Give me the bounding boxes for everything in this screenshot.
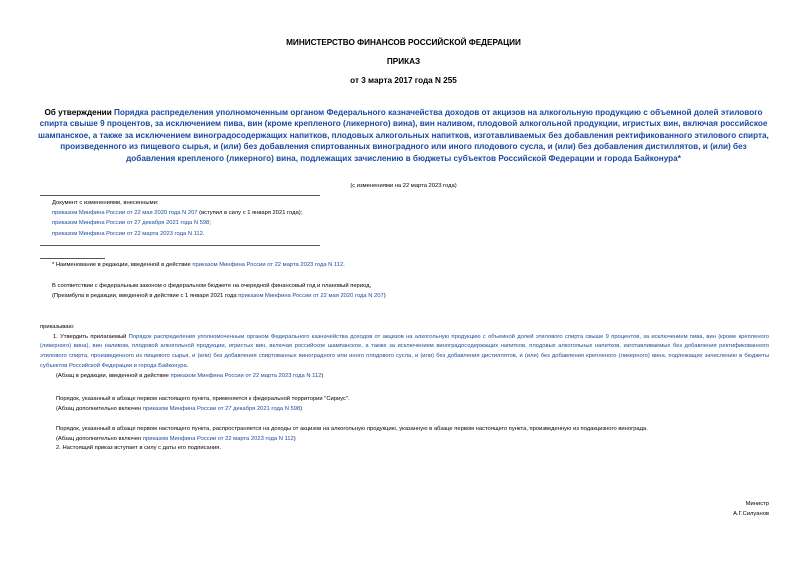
document-title [36, 107, 771, 164]
order-note-2: (Абзац дополнительно включен приказом Минфина России от 27 декабря 2021 года N 598) [56, 405, 303, 412]
order-note-3-link[interactable]: приказом Минфина России от 22 марта 2023 года N 112 [142, 435, 294, 442]
amendments-block [52, 198, 302, 239]
amendments-intro: Документ с изменениями, внесенными: [52, 200, 159, 206]
footnote-divider [40, 258, 105, 259]
footnote-link[interactable]: приказом Минфина России от 22 марта 2023 года N 112 [192, 262, 344, 268]
divider-bottom [40, 245, 320, 246]
order-procedure-link[interactable]: Порядок распределения уполномоченным органом Федерального казначейства доходов от акцизов на алкогольную продукцию с объемной долей этилового спирта свыше 9 процентов, за исключением пива, вин (кроме крепленого (ликерного) вина), вин наливом, плодовой алкогольной продукции, игристых вин, включая российское шампанское, а также за исключением виноградосодержащих напитков, плодовых алкогольных напитков, изготавливаемых без добавления ректификованного этилового спирта, произведенного из пищевого сырья, и (или) без добавления спиртованных виноградного или иного плодового сусла, и (или) без добавления дистиллятов, и (или) без добавления крепленого (ликерного) вина, подлежащих зачислению в бюджеты субъектов Российской Федерации и города Байконура [40, 333, 769, 369]
order-paragraph-2: Порядок, указанный в абзаце первом настоящего пункта, применяется к федеральной территории "Сириус". [56, 396, 350, 402]
order-note-3: (Абзац дополнительно включен приказом Минфина России от 22 марта 2023 года N 112) [56, 435, 296, 442]
order-paragraph-3: Порядок, указанный в абзаце первом настоящего пункта, распространяется на доходы от акцизов на алкогольную продукцию, указанную в абзаце первом настоящего пункта, произведенную из подакцизного винограда. [56, 426, 648, 432]
signature-position: Министр [745, 501, 769, 507]
amendment-link[interactable]: приказом Минфина России от 22 марта 2023 года N 112 [52, 230, 203, 237]
signature-block [733, 499, 769, 519]
preamble-note: (Преамбула в редакции, введенной в действие с 1 января 2021 года приказом Минфина России от 22 мая 2020 года N 207) [52, 293, 386, 300]
order-note-2-link[interactable]: приказом Минфина России от 27 декабря 2021 года N 598 [142, 405, 301, 412]
divider-top [40, 195, 320, 196]
order-body-3 [40, 425, 769, 454]
title-link[interactable]: Порядка распределения уполномоченным органом Федерального казначейства доходов от акцизов на алкогольную продукцию с объемной долей этилового спирта свыше 9 процентов, за исключением пива, вин (кроме крепленого (ликерного) вина), вин наливом, плодовой алкогольной продукции, игристых вин, включая российское шампанское, а также за исключением виноградосодержащих напитков, плодовых алкогольных напитков, изготавливаемых без добавления ректификованного этилового спирта, произведенного из пищевого сырья, и (или) без добавления спиртованных виноградного или иного плодового сусла, и (или) без добавления дистиллятов, и (или) без добавления крепленого (ликерного) вина, подлежащих зачислению в бюджеты субъектов Российской Федерации и города Байконура* [38, 108, 769, 163]
amendment-item: приказом Минфина России от 22 мая 2020 года N 207 (вступил в силу с 1 января 2021 года); [52, 210, 303, 217]
order-body [40, 323, 769, 381]
changes-note: (с изменениями на 22 марта 2023 года) [350, 183, 457, 189]
amendment-link[interactable]: приказом Минфина России от 27 декабря 2021 года N 598 [52, 220, 210, 227]
title-prefix: Об утверждении [44, 108, 115, 117]
order-paragraph-4: 2. Настоящий приказ вступает в силу с даты его подписания. [56, 445, 221, 452]
amendment-link[interactable]: приказом Минфина России от 22 мая 2020 года N 207 [52, 210, 198, 217]
order-keyword: приказываю: [40, 324, 75, 330]
amendment-item: приказом Минфина России от 22 марта 2023 года N 112. [52, 230, 205, 237]
preamble [52, 281, 386, 301]
order-paragraph-1: 1. Утвердить прилагаемый Порядок распределения уполномоченным органом Федерального казначейства доходов от акцизов на алкогольную продукцию с объемной долей этилового спирта свыше 9 процентов, за исключением пива, вин (кроме крепленого (ликерного) вина), вин наливом, плодовой алкогольной продукции, игристых вин, включая российское шампанское, а также за исключением виноградосодержащих напитков, плодовых алкогольных напитков, изготавливаемых без добавления ректификованного этилового спирта, произведенного из пищевого сырья, и (или) без добавления спиртованных виноградного или иного плодового сусла, и (или) без добавления дистиллятов, и (или) без добавления крепленого (ликерного) вина, подлежащих зачислению в бюджеты субъектов Российской Федерации и города Байконура. [40, 333, 769, 369]
footnote: * Наименование в редакции, введенной в действие приказом Минфина России от 22 марта 2023 года N 112. [52, 262, 345, 268]
amendment-item: приказом Минфина России от 27 декабря 2021 года N 598; [52, 220, 211, 227]
preamble-text: В соответствии с федеральным законом о федеральном бюджете на очередной финансовый год и плановый период, [52, 283, 372, 289]
doc-type-heading: ПРИКАЗ [386, 57, 421, 66]
preamble-note-link[interactable]: приказом Минфина России от 22 мая 2020 года N 207 [238, 293, 384, 300]
signature-name: А.Г.Силуанов [733, 511, 769, 517]
order-note-1-link[interactable]: приказом Минфина России от 22 марта 2023 года N 112 [170, 372, 322, 379]
doc-date: от 3 марта 2017 года N 255 [350, 76, 457, 85]
ministry-heading: МИНИСТЕРСТВО ФИНАНСОВ РОССИЙСКОЙ ФЕДЕРАЦИИ [286, 38, 521, 47]
order-body-2 [40, 395, 769, 414]
order-note-1: (Абзац в редакции, введенной в действие приказом Минфина России от 22 марта 2023 года N 112) [56, 372, 324, 379]
